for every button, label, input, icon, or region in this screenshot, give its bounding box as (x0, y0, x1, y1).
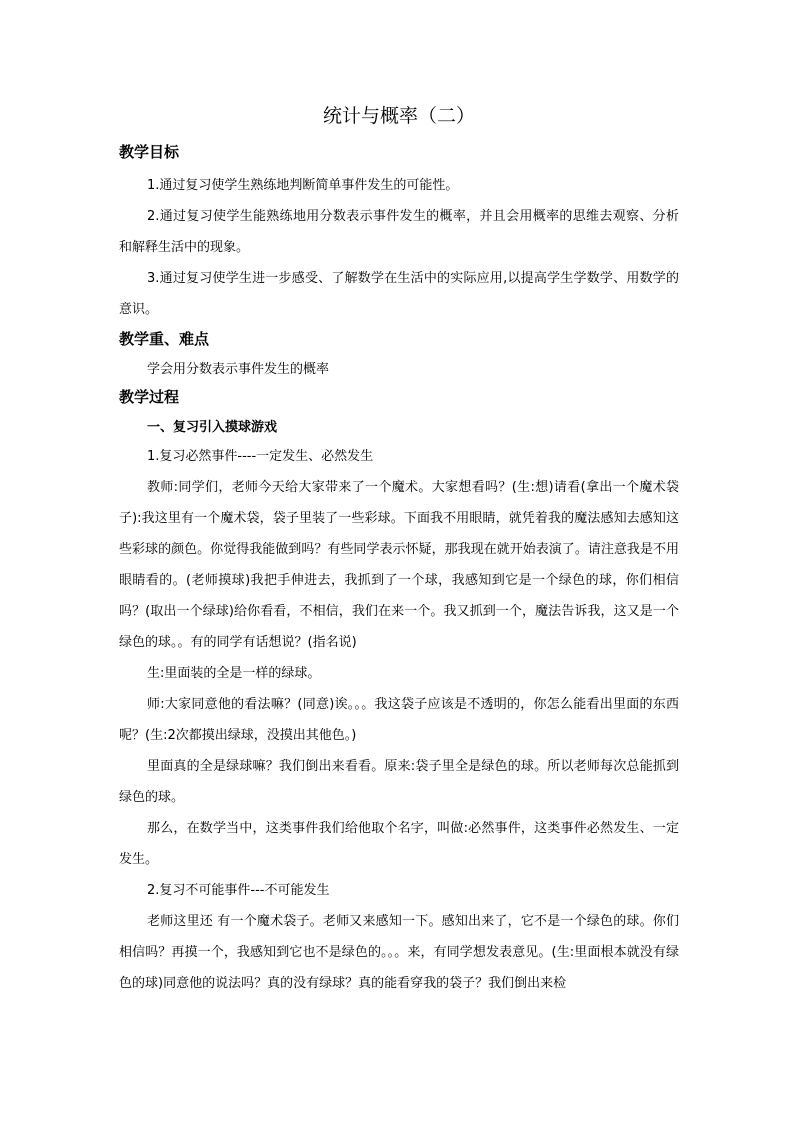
page-title: 统计与概率（二） (322, 105, 475, 127)
paragraph: 老师这里还 有一个魔术袋子。老师又来感知一下。感知出来了，它不是一个绿色的球。你们相信吗？再摸一个，我感知到它也不是绿色的。。。来，有同学想发表意见。(生:里面根本就没有绿色的球)同意他的说法吗？真的没有绿球？真的能看穿我的袋子？我们倒出来检 (119, 914, 679, 991)
step1-title: 1.复习必然事件----一定发生、必然发生 (147, 449, 374, 464)
goals-heading: 教学目标 (119, 143, 180, 161)
paragraph: 教师:同学们，老师今天给大家带来了一个魔术。大家想看吗？(生:想)请看(拿出一个魔术袋子):我这里有一个魔术袋，袋子里装了一些彩球。下面我不用眼睛，就凭着我的魔法感知去感知这些彩球的颜色。你觉得我能做到吗？有些同学表示怀疑，那我现在就开始表演了。请注意我是不用眼睛看的。(老师摸球)我把手伸进去，我抓到了一个球，我感知到它是一个绿色的球，你们相信吗？(取出一个绿球)给你看看，不相信，我们在来一个。我又抓到一个，魔法告诉我，这又是一个绿色的球。。有的同学有话想说？(指名说) (119, 480, 679, 650)
part1-heading: 一、复习引入摸球游戏 (147, 420, 278, 435)
paragraph: 师:大家同意他的看法嘛？(同意)诶。。。我这袋子应该是不透明的，你怎么能看出里面的东西呢？(生:2次都摸出绿球，没摸出其他色。) (119, 697, 679, 743)
document-page (119, 104, 679, 999)
goal-item-3: 3.通过复习使学生进一步感受、了解数学在生活中的实际应用,以提高学生学数学、用数学的意识。 (119, 271, 679, 317)
step2-title: 2.复习不可能事件---不可能发生 (147, 883, 330, 898)
key-points-text: 学会用分数表示事件发生的概率 (147, 362, 330, 377)
paragraph: 生:里面装的全是一样的绿球。 (147, 666, 321, 681)
paragraph: 里面真的全是绿球嘛？我们倒出来看看。原来:袋子里全是绿色的球。所以老师每次总能抓到绿色的球。 (119, 759, 679, 805)
process-heading: 教学过程 (119, 388, 180, 406)
key-points-heading: 教学重、难点 (119, 330, 210, 348)
goal-item-2: 2.通过复习使学生能熟练地用分数表示事件发生的概率，并且会用概率的思维去观察、分析和解释生活中的现象。 (119, 209, 679, 255)
goal-item-1: 1.通过复习使学生熟练地判断简单事件发生的可能性。 (147, 178, 459, 193)
paragraph: 那么，在数学当中，这类事件我们给他取个名字，叫做:必然事件，这类事件必然发生、一定发生。 (119, 821, 679, 867)
